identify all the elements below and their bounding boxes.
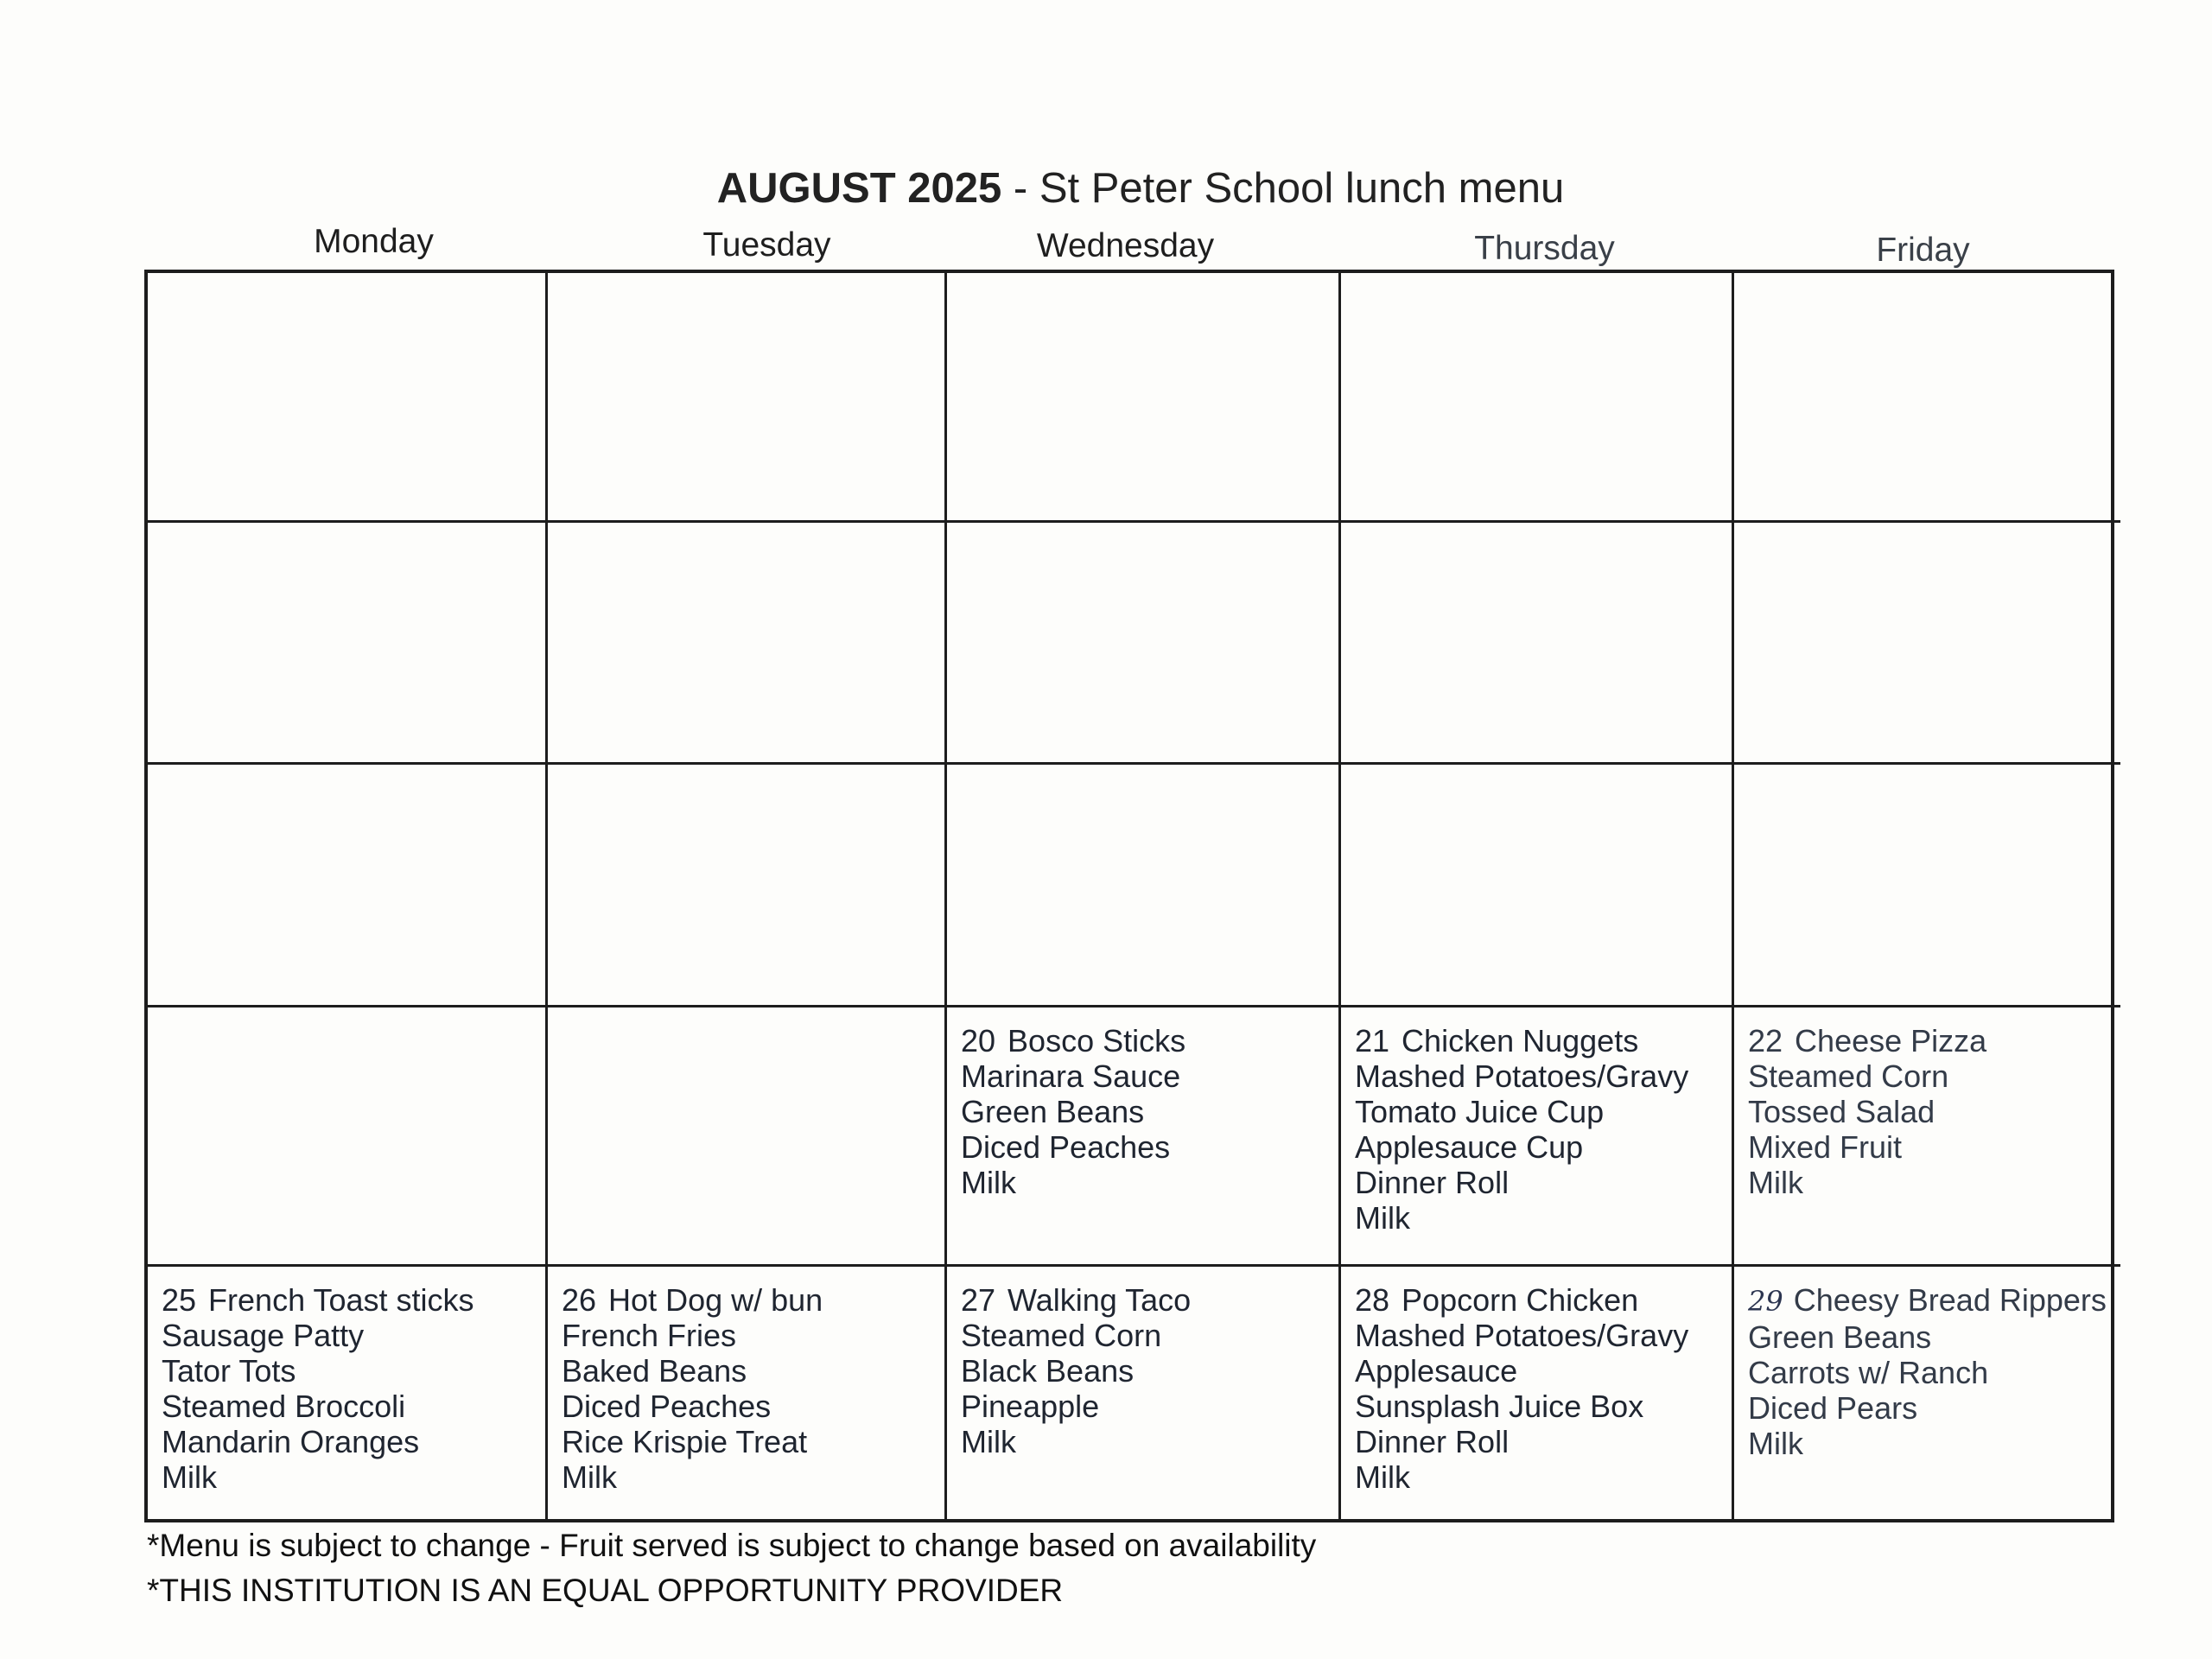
menu-item: Tossed Salad — [1748, 1094, 1936, 1129]
day-number: 27 — [961, 1282, 996, 1318]
menu-item: Cheese Pizza — [1795, 1023, 1987, 1058]
menu-item: French Fries — [562, 1318, 737, 1353]
calendar-cell-empty — [148, 1007, 548, 1267]
day-header-wednesday: Wednesday — [1036, 227, 1215, 264]
calendar-cell-empty — [1341, 765, 1734, 1007]
day-header-monday: Monday — [314, 223, 434, 260]
menu-item: Diced Peaches — [562, 1389, 772, 1424]
menu-item: Rice Krispie Treat — [562, 1424, 808, 1459]
menu-title — [0, 164, 2212, 213]
menu-item: Milk — [961, 1165, 1016, 1200]
calendar-cell-empty — [548, 1007, 947, 1267]
calendar-cell-empty — [548, 273, 947, 523]
calendar-cell-empty — [1341, 523, 1734, 765]
menu-item: Milk — [1748, 1165, 1803, 1200]
day-number: 28 — [1355, 1282, 1390, 1318]
footnote-menu-change: *Menu is subject to change - Fruit served is subject to change based on availability — [147, 1528, 1317, 1563]
calendar-cell-aug-27 — [947, 1267, 1341, 1519]
calendar-cell-empty — [148, 523, 548, 765]
menu-item: Black Beans — [961, 1353, 1135, 1389]
menu-item: Marinara Sauce — [961, 1058, 1181, 1094]
menu-item: Popcorn Chicken — [1402, 1282, 1639, 1318]
calendar-cell-aug-20 — [947, 1007, 1341, 1267]
menu-item: Tomato Juice Cup — [1355, 1094, 1605, 1129]
menu-item: Green Beans — [961, 1094, 1145, 1129]
menu-item: Applesauce Cup — [1355, 1129, 1584, 1165]
day-header-thursday: Thursday — [1474, 230, 1615, 267]
menu-item: Baked Beans — [562, 1353, 747, 1389]
menu-entry-main — [961, 1282, 1325, 1318]
menu-entry-main — [1748, 1023, 2107, 1058]
calendar-cell-empty — [548, 765, 947, 1007]
menu-item: Milk — [961, 1424, 1016, 1459]
menu-item: Diced Pears — [1748, 1390, 1918, 1426]
calendar-cell-empty — [1734, 765, 2120, 1007]
calendar-cell-empty — [148, 765, 548, 1007]
menu-entry-main — [1355, 1282, 1718, 1318]
menu-item: Milk — [1355, 1459, 1410, 1495]
day-number: 22 — [1748, 1023, 1783, 1058]
calendar-cell-aug-26 — [548, 1267, 947, 1519]
menu-title-month: AUGUST 2025 — [716, 165, 1002, 212]
calendar-cell-empty — [548, 523, 947, 765]
calendar-cell-aug-25 — [148, 1267, 548, 1519]
day-number: 21 — [1355, 1023, 1390, 1058]
menu-item: Sunsplash Juice Box — [1355, 1389, 1644, 1424]
calendar-cell-empty — [947, 273, 1341, 523]
menu-item: Mandarin Oranges — [162, 1424, 420, 1459]
menu-entry-main — [961, 1023, 1325, 1058]
menu-item: Steamed Corn — [961, 1318, 1162, 1353]
menu-item: French Toast sticks — [208, 1282, 474, 1318]
menu-item: Carrots w/ Ranch — [1748, 1355, 1989, 1390]
menu-item: Milk — [1748, 1426, 1803, 1461]
menu-item: Pineapple — [961, 1389, 1100, 1424]
menu-entry-main — [162, 1282, 531, 1318]
menu-item: Sausage Patty — [162, 1318, 365, 1353]
menu-entry-main — [1355, 1023, 1718, 1058]
calendar-cell-empty — [947, 523, 1341, 765]
day-header-tuesday: Tuesday — [702, 226, 831, 264]
menu-item: Applesauce — [1355, 1353, 1518, 1389]
menu-calendar-grid — [144, 270, 2114, 1522]
day-number: 26 — [562, 1282, 597, 1318]
menu-item: Dinner Roll — [1355, 1424, 1510, 1459]
calendar-cell-aug-28 — [1341, 1267, 1734, 1519]
calendar-cell-aug-22 — [1734, 1007, 2120, 1267]
calendar-cell-empty — [947, 765, 1341, 1007]
menu-entry-main — [1748, 1282, 2107, 1319]
menu-item: Bosco Sticks — [1007, 1023, 1186, 1058]
calendar-cell-aug-29 — [1734, 1267, 2120, 1519]
calendar-cell-aug-21 — [1341, 1007, 1734, 1267]
menu-item: Mashed Potatoes/Gravy — [1355, 1318, 1689, 1353]
menu-item: Cheesy Bread Rippers — [1793, 1282, 2107, 1318]
day-number: 25 — [162, 1282, 197, 1318]
menu-item: Milk — [562, 1459, 617, 1495]
menu-entry-main — [562, 1282, 931, 1318]
calendar-cell-empty — [1734, 523, 2120, 765]
menu-item: Mixed Fruit — [1748, 1129, 1903, 1165]
menu-item: Milk — [162, 1459, 217, 1495]
day-number: 20 — [961, 1023, 996, 1058]
footnote-equal-opportunity: *THIS INSTITUTION IS AN EQUAL OPPORTUNITY PROVIDER — [147, 1573, 1064, 1608]
menu-item: Chicken Nuggets — [1402, 1023, 1639, 1058]
calendar-cell-empty — [1341, 273, 1734, 523]
menu-item: Steamed Broccoli — [162, 1389, 406, 1424]
menu-item: Milk — [1355, 1200, 1410, 1236]
handwritten-day-number: 29 — [1748, 1285, 1783, 1318]
calendar-cell-empty — [1734, 273, 2120, 523]
menu-item: Walking Taco — [1007, 1282, 1192, 1318]
menu-item: Dinner Roll — [1355, 1165, 1510, 1200]
menu-item: Diced Peaches — [961, 1129, 1171, 1165]
calendar-cell-empty — [148, 273, 548, 523]
menu-item: Green Beans — [1748, 1319, 1932, 1355]
menu-title-school: - St Peter School lunch menu — [1001, 165, 1565, 212]
menu-item: Steamed Corn — [1748, 1058, 1949, 1094]
menu-item: Hot Dog w/ bun — [608, 1282, 823, 1318]
menu-item: Mashed Potatoes/Gravy — [1355, 1058, 1689, 1094]
day-header-friday: Friday — [1876, 232, 1970, 269]
menu-item: Tator Tots — [162, 1353, 296, 1389]
